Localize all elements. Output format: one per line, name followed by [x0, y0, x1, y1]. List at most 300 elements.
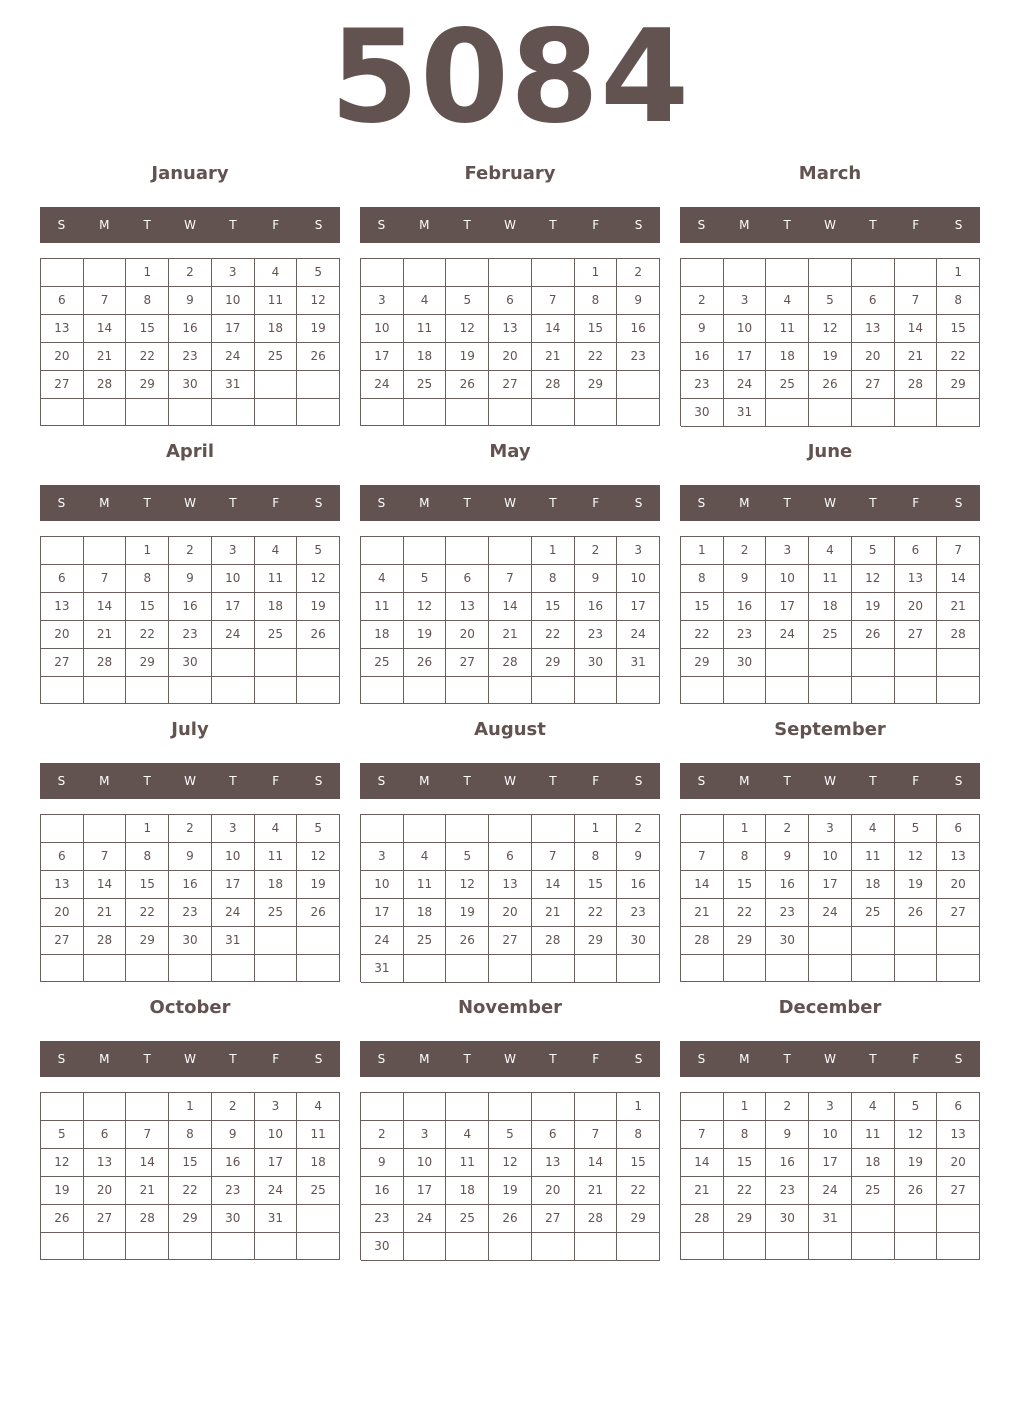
day-cell: 15 [169, 1149, 212, 1177]
empty-day-cell [404, 1093, 447, 1121]
day-cell: 9 [617, 287, 660, 315]
weekday-label: M [99, 1052, 110, 1066]
day-cell: 26 [404, 649, 447, 677]
empty-day-cell [446, 955, 489, 983]
empty-day-cell [297, 677, 340, 704]
day-cell: 12 [489, 1149, 532, 1177]
weekday-label: S [697, 1052, 706, 1066]
weekday-label: F [592, 496, 600, 510]
day-cell: 8 [724, 843, 767, 871]
day-cell: 22 [126, 621, 169, 649]
day-cell: 14 [895, 315, 938, 343]
days-grid [680, 1092, 980, 1260]
day-cell: 30 [575, 649, 618, 677]
day-cell: 27 [41, 371, 84, 399]
weekday-header [40, 1041, 340, 1077]
day-cell: 8 [681, 565, 724, 593]
day-cell: 27 [937, 1177, 980, 1205]
day-cell: 10 [255, 1121, 298, 1149]
weekday-label: F [912, 496, 920, 510]
day-cell: 25 [852, 1177, 895, 1205]
weekday-header [40, 207, 340, 243]
empty-day-cell [404, 537, 447, 565]
day-cell: 11 [809, 565, 852, 593]
weekday-label: S [954, 1052, 963, 1066]
empty-day-cell [297, 371, 340, 399]
day-cell: 18 [766, 343, 809, 371]
weekday-label: S [954, 774, 963, 788]
month-name: July [171, 719, 209, 740]
day-cell: 25 [255, 899, 298, 927]
day-cell: 5 [895, 815, 938, 843]
day-cell: 7 [84, 565, 127, 593]
weekday-label: T [783, 1052, 791, 1066]
day-cell: 21 [937, 593, 980, 621]
day-cell: 24 [404, 1205, 447, 1233]
day-cell: 27 [41, 649, 84, 677]
empty-day-cell [255, 677, 298, 704]
empty-day-cell [446, 1233, 489, 1261]
weekday-label: S [57, 1052, 66, 1066]
day-cell: 13 [489, 315, 532, 343]
day-cell: 6 [937, 815, 980, 843]
day-cell: 25 [255, 621, 298, 649]
days-grid [360, 536, 660, 704]
empty-day-cell [41, 1093, 84, 1121]
weekday-label: W [824, 1052, 836, 1066]
day-cell: 13 [895, 565, 938, 593]
day-cell: 20 [489, 343, 532, 371]
day-cell: 30 [361, 1233, 404, 1261]
day-cell: 20 [84, 1177, 127, 1205]
weekday-label: T [869, 496, 877, 510]
day-cell: 19 [895, 871, 938, 899]
empty-day-cell [212, 1233, 255, 1260]
day-cell: 8 [169, 1121, 212, 1149]
empty-day-cell [895, 927, 938, 955]
day-cell: 21 [84, 343, 127, 371]
day-cell: 12 [895, 843, 938, 871]
weekday-label: M [419, 1052, 430, 1066]
weekday-label: M [99, 218, 110, 232]
day-cell: 5 [297, 259, 340, 287]
day-cell: 10 [617, 565, 660, 593]
day-cell: 16 [617, 315, 660, 343]
empty-day-cell [212, 677, 255, 704]
day-cell: 3 [809, 1093, 852, 1121]
weekday-label: M [99, 774, 110, 788]
day-cell: 18 [809, 593, 852, 621]
day-cell: 13 [446, 593, 489, 621]
day-cell: 7 [681, 1121, 724, 1149]
day-cell: 19 [852, 593, 895, 621]
day-cell: 15 [575, 871, 618, 899]
weekday-label: M [99, 496, 110, 510]
weekday-label: M [739, 218, 750, 232]
weekday-header [680, 1041, 980, 1077]
day-cell: 7 [532, 843, 575, 871]
day-cell: 6 [852, 287, 895, 315]
day-cell: 27 [446, 649, 489, 677]
empty-day-cell [766, 955, 809, 982]
day-cell: 4 [297, 1093, 340, 1121]
day-cell: 11 [297, 1121, 340, 1149]
day-cell: 13 [937, 843, 980, 871]
day-cell: 30 [169, 371, 212, 399]
empty-day-cell [126, 677, 169, 704]
day-cell: 10 [766, 565, 809, 593]
empty-day-cell [84, 955, 127, 982]
empty-day-cell [255, 1233, 298, 1260]
day-cell: 22 [169, 1177, 212, 1205]
weekday-label: T [549, 218, 557, 232]
empty-day-cell [895, 649, 938, 677]
empty-day-cell [489, 677, 532, 704]
day-cell: 8 [126, 287, 169, 315]
weekday-label: S [697, 774, 706, 788]
day-cell: 30 [766, 927, 809, 955]
empty-day-cell [361, 537, 404, 565]
day-cell: 6 [84, 1121, 127, 1149]
day-cell: 3 [212, 259, 255, 287]
day-cell: 11 [255, 843, 298, 871]
empty-day-cell [41, 815, 84, 843]
day-cell: 14 [126, 1149, 169, 1177]
day-cell: 14 [532, 871, 575, 899]
empty-day-cell [446, 815, 489, 843]
day-cell: 8 [617, 1121, 660, 1149]
day-cell: 3 [361, 843, 404, 871]
day-cell: 17 [212, 871, 255, 899]
weekday-label: S [377, 1052, 386, 1066]
empty-day-cell [724, 259, 767, 287]
day-cell: 15 [937, 315, 980, 343]
empty-day-cell [126, 1233, 169, 1260]
empty-day-cell [489, 815, 532, 843]
day-cell: 9 [681, 315, 724, 343]
empty-day-cell [681, 677, 724, 704]
day-cell: 31 [255, 1205, 298, 1233]
weekday-header [680, 207, 980, 243]
day-cell: 27 [84, 1205, 127, 1233]
day-cell: 22 [575, 343, 618, 371]
empty-day-cell [361, 677, 404, 704]
day-cell: 3 [212, 537, 255, 565]
day-cell: 29 [681, 649, 724, 677]
empty-day-cell [446, 677, 489, 704]
weekday-label: W [504, 496, 516, 510]
day-cell: 26 [297, 343, 340, 371]
day-cell: 16 [617, 871, 660, 899]
empty-day-cell [41, 677, 84, 704]
day-cell: 12 [297, 565, 340, 593]
weekday-label: T [549, 1052, 557, 1066]
day-cell: 17 [361, 899, 404, 927]
weekday-label: F [272, 496, 280, 510]
day-cell: 22 [532, 621, 575, 649]
day-cell: 20 [852, 343, 895, 371]
weekday-label: M [419, 218, 430, 232]
day-cell: 15 [126, 315, 169, 343]
day-cell: 13 [41, 593, 84, 621]
day-cell: 28 [937, 621, 980, 649]
month-name: April [165, 441, 215, 462]
day-cell: 5 [489, 1121, 532, 1149]
weekday-header [360, 485, 660, 521]
day-cell: 24 [361, 927, 404, 955]
day-cell: 13 [489, 871, 532, 899]
day-cell: 18 [255, 593, 298, 621]
day-cell: 30 [212, 1205, 255, 1233]
day-cell: 24 [212, 899, 255, 927]
day-cell: 7 [126, 1121, 169, 1149]
empty-day-cell [489, 1233, 532, 1261]
day-cell: 19 [404, 621, 447, 649]
weekday-label: T [143, 1052, 151, 1066]
day-cell: 3 [766, 537, 809, 565]
weekday-label: S [57, 496, 66, 510]
empty-day-cell [446, 1093, 489, 1121]
empty-day-cell [809, 955, 852, 982]
empty-day-cell [404, 259, 447, 287]
day-cell: 24 [255, 1177, 298, 1205]
day-cell: 2 [361, 1121, 404, 1149]
day-cell: 9 [169, 287, 212, 315]
empty-day-cell [489, 1093, 532, 1121]
day-cell: 4 [766, 287, 809, 315]
day-cell: 20 [489, 899, 532, 927]
day-cell: 9 [766, 843, 809, 871]
day-cell: 8 [575, 287, 618, 315]
empty-day-cell [895, 677, 938, 704]
empty-day-cell [169, 399, 212, 426]
empty-day-cell [255, 371, 298, 399]
empty-day-cell [297, 927, 340, 955]
day-cell: 22 [937, 343, 980, 371]
empty-day-cell [126, 1093, 169, 1121]
day-cell: 1 [126, 537, 169, 565]
weekday-label: T [143, 218, 151, 232]
day-cell: 24 [212, 343, 255, 371]
day-cell: 20 [41, 343, 84, 371]
day-cell: 14 [575, 1149, 618, 1177]
weekday-label: F [272, 774, 280, 788]
empty-day-cell [361, 815, 404, 843]
day-cell: 1 [575, 815, 618, 843]
day-cell: 24 [724, 371, 767, 399]
weekday-label: W [824, 218, 836, 232]
empty-day-cell [852, 927, 895, 955]
day-cell: 18 [297, 1149, 340, 1177]
day-cell: 14 [681, 871, 724, 899]
day-cell: 27 [532, 1205, 575, 1233]
day-cell: 19 [489, 1177, 532, 1205]
day-cell: 14 [532, 315, 575, 343]
day-cell: 14 [84, 315, 127, 343]
day-cell: 16 [724, 593, 767, 621]
day-cell: 28 [895, 371, 938, 399]
empty-day-cell [809, 1233, 852, 1260]
day-cell: 22 [126, 899, 169, 927]
empty-day-cell [575, 955, 618, 983]
day-cell: 23 [766, 1177, 809, 1205]
day-cell: 19 [297, 593, 340, 621]
day-cell: 5 [446, 287, 489, 315]
day-cell: 8 [532, 565, 575, 593]
weekday-label: F [592, 774, 600, 788]
day-cell: 17 [212, 315, 255, 343]
empty-day-cell [84, 259, 127, 287]
day-cell: 21 [681, 1177, 724, 1205]
day-cell: 13 [852, 315, 895, 343]
day-cell: 4 [404, 287, 447, 315]
day-cell: 9 [575, 565, 618, 593]
weekday-label: T [143, 774, 151, 788]
empty-day-cell [766, 399, 809, 427]
day-cell: 7 [489, 565, 532, 593]
weekday-label: T [549, 774, 557, 788]
empty-day-cell [575, 677, 618, 704]
day-cell: 25 [852, 899, 895, 927]
day-cell: 24 [617, 621, 660, 649]
empty-day-cell [617, 371, 660, 399]
weekday-label: T [869, 774, 877, 788]
day-cell: 18 [852, 1149, 895, 1177]
weekday-label: W [504, 1052, 516, 1066]
empty-day-cell [532, 955, 575, 983]
day-cell: 29 [126, 371, 169, 399]
day-cell: 13 [84, 1149, 127, 1177]
weekday-label: T [783, 496, 791, 510]
day-cell: 10 [212, 843, 255, 871]
day-cell: 11 [852, 1121, 895, 1149]
day-cell: 6 [489, 287, 532, 315]
day-cell: 18 [404, 343, 447, 371]
day-cell: 9 [169, 843, 212, 871]
day-cell: 20 [41, 621, 84, 649]
weekday-label: S [57, 774, 66, 788]
empty-day-cell [766, 649, 809, 677]
day-cell: 18 [852, 871, 895, 899]
empty-day-cell [126, 399, 169, 426]
empty-day-cell [809, 649, 852, 677]
weekday-label: W [824, 774, 836, 788]
day-cell: 12 [297, 843, 340, 871]
empty-day-cell [404, 955, 447, 983]
day-cell: 5 [297, 815, 340, 843]
empty-day-cell [852, 649, 895, 677]
day-cell: 30 [169, 649, 212, 677]
day-cell: 9 [361, 1149, 404, 1177]
day-cell: 21 [489, 621, 532, 649]
day-cell: 21 [532, 343, 575, 371]
day-cell: 24 [361, 371, 404, 399]
empty-day-cell [41, 955, 84, 982]
day-cell: 3 [404, 1121, 447, 1149]
empty-day-cell [937, 649, 980, 677]
days-grid [40, 536, 340, 704]
empty-day-cell [532, 1093, 575, 1121]
day-cell: 14 [937, 565, 980, 593]
day-cell: 21 [532, 899, 575, 927]
empty-day-cell [41, 537, 84, 565]
empty-day-cell [297, 399, 340, 426]
day-cell: 19 [895, 1149, 938, 1177]
weekday-header [680, 763, 980, 799]
day-cell: 12 [809, 315, 852, 343]
day-cell: 14 [84, 593, 127, 621]
empty-day-cell [852, 955, 895, 982]
day-cell: 26 [297, 899, 340, 927]
day-cell: 19 [297, 315, 340, 343]
days-grid [40, 258, 340, 426]
day-cell: 6 [446, 565, 489, 593]
day-cell: 28 [681, 927, 724, 955]
weekday-label: W [504, 218, 516, 232]
day-cell: 4 [852, 1093, 895, 1121]
day-cell: 1 [126, 815, 169, 843]
empty-day-cell [41, 259, 84, 287]
day-cell: 22 [724, 1177, 767, 1205]
weekday-label: W [184, 218, 196, 232]
month-name: May [489, 441, 531, 462]
weekday-label: M [419, 496, 430, 510]
empty-day-cell [84, 815, 127, 843]
day-cell: 16 [681, 343, 724, 371]
day-cell: 16 [361, 1177, 404, 1205]
empty-day-cell [404, 399, 447, 426]
empty-day-cell [852, 399, 895, 427]
day-cell: 1 [724, 815, 767, 843]
day-cell: 8 [724, 1121, 767, 1149]
day-cell: 30 [766, 1205, 809, 1233]
day-cell: 5 [446, 843, 489, 871]
empty-day-cell [297, 955, 340, 982]
day-cell: 6 [41, 843, 84, 871]
day-cell: 14 [489, 593, 532, 621]
day-cell: 29 [937, 371, 980, 399]
day-cell: 24 [809, 1177, 852, 1205]
weekday-header [360, 207, 660, 243]
day-cell: 7 [532, 287, 575, 315]
day-cell: 15 [575, 315, 618, 343]
day-cell: 11 [255, 287, 298, 315]
weekday-header [360, 763, 660, 799]
day-cell: 17 [766, 593, 809, 621]
day-cell: 20 [895, 593, 938, 621]
day-cell: 10 [361, 871, 404, 899]
weekday-label: T [549, 496, 557, 510]
day-cell: 16 [169, 315, 212, 343]
empty-day-cell [404, 677, 447, 704]
day-cell: 10 [809, 1121, 852, 1149]
empty-day-cell [84, 537, 127, 565]
days-grid [680, 536, 980, 704]
day-cell: 25 [446, 1205, 489, 1233]
day-cell: 2 [617, 815, 660, 843]
day-cell: 26 [446, 927, 489, 955]
weekday-label: W [184, 774, 196, 788]
empty-day-cell [937, 677, 980, 704]
days-grid [40, 1092, 340, 1260]
day-cell: 28 [84, 371, 127, 399]
day-cell: 6 [41, 287, 84, 315]
day-cell: 17 [724, 343, 767, 371]
weekday-label: T [869, 1052, 877, 1066]
day-cell: 12 [297, 287, 340, 315]
empty-day-cell [852, 1205, 895, 1233]
day-cell: 29 [126, 927, 169, 955]
